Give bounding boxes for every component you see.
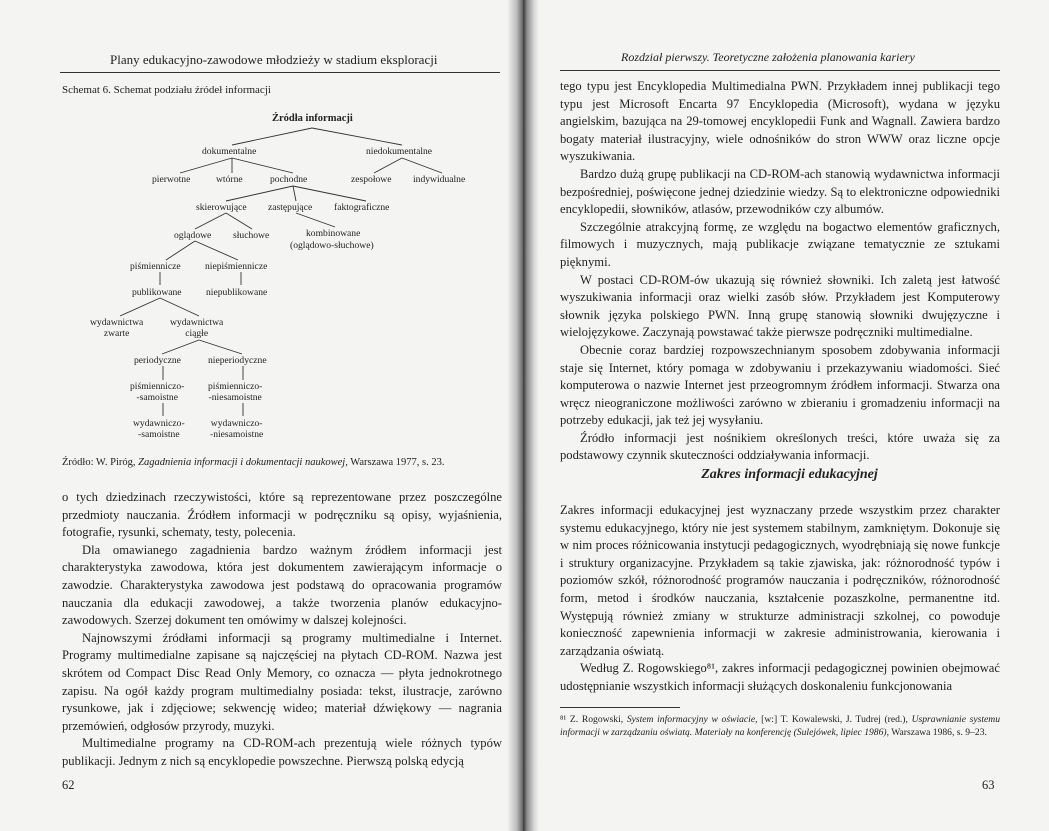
page-number-left: 62 xyxy=(62,778,75,792)
paragraph: Bardzo dużą grupę publikacji na CD-ROM-ach stanowią wydawnictwa informacji bezpośredniej, poświęcone jednej dziedzinie wiedzy. Są to elektroniczne odpowiedniki encyklopedii, słowników, atlasów, przewodników czy albumów. xyxy=(560,166,1000,217)
paragraph: tego typu jest Encyklopedia Multimedialna PWN. Przykładem innej publikacji tego typu jest Microsoft Encarta 97 Encyklopedia (Microsoft), wydana w języku angielskim, bazująca na 29-tomowej encyklopedii Funk and Wagnall. Zawiera bardzo bogaty materiał ilustracyjny, wiele odnośników do stron WWW oraz liczne opcje wyszukiwania. xyxy=(560,79,1000,164)
node-kombinowane: kombinowane xyxy=(306,228,361,239)
paragraph: Najnowszymi źródłami informacji są programy multimedialne i Internet. Programy multimedialne zapisane są najczęściej na płytach CD-ROM. Nazwa jest skrótem od Compact Disc Read Only Memory, co oznacza — płyta jednokrotnego zapisu. Na ogół każdy program multimedialny posiada: tekst, ilustracje, zarówno rysunkowe, jak i zdjęciowe; sekwencję wideo; materiał dźwiękowy — nagrania przemówień, odgłosów przyrody, muzyki. xyxy=(62,630,502,733)
footnote xyxy=(560,713,1000,739)
node-pismienniczo-samoistne-line2: -samoistne xyxy=(136,392,178,403)
section-body-text xyxy=(560,502,1000,696)
node-wydawniczo-samoistne xyxy=(133,418,185,440)
book-gutter xyxy=(507,0,539,831)
node-faktograficzne: faktograficzne xyxy=(334,202,390,213)
node-skierowujace: skierowujące xyxy=(196,202,247,213)
node-wydawnictwa-zwarte-line2: zwarte xyxy=(103,328,130,339)
paragraph: Zakres informacji edukacyjnej jest wyznaczany przede wszystkim przez charakter systemu edukacyjnego, który nie jest systemem stabilnym, zamkniętym. Dokonuje się w nim proces różnicowania instytucji pedagogicznych, wyodrębniają się nowe funkcje i struktury organizacyjne. Przykładem są takie zjawiska, jak: różnorodność typów i poziomów szkół, różnorodność programów nauczania i podręczników, różnorodność form, metod i środków nauczania, kształcenie pozaszkolne, permanentne itd. Występują również zmiany w strukturze administracji szkolnej, co powoduje konieczność zapewnienia informacji w zakresie administrowania, kierowania i zarządzania oświatą. xyxy=(560,503,1000,658)
node-wydawniczo-niesamoistne-line1: wydawniczo- xyxy=(210,418,263,429)
node-wydawniczo-niesamoistne-line2: -niesamoistne xyxy=(210,429,264,440)
right-body-text xyxy=(560,78,1000,465)
running-header-left: Plany edukacyjno-zawodowe młodzieży w stadium eksploracji xyxy=(110,52,438,67)
node-pismienniczo-niesamoistne-line1: piśmienniczo- xyxy=(208,381,263,392)
section-title: Zakres informacji edukacyjnej xyxy=(701,467,878,482)
node-kombinowane-sub: (oglądowo-słuchowe) xyxy=(290,240,374,251)
node-wydawnictwa-ciagle-line1: wydawnictwa xyxy=(170,317,224,328)
figure-source xyxy=(62,457,444,468)
source-suffix: , Warszawa 1977, s. 23. xyxy=(345,457,445,468)
paragraph: Dla omawianego zagadnienia bardzo ważnym źródłem informacji jest charakterystyka zawodowa, która jest dokumentem zawierającym informacje o zawodzie. Charakterystyka zawodowa jest podstawą do opracowania programów nauczania dla edukacji zawodowej, a także tworzenia planów edukacyjno-zawodowych. Szerzej dokument ten omówimy w dalszej kolejności. xyxy=(62,542,502,628)
paragraph: Źródło informacji jest nośnikiem określonych treści, które uważa się za podstawowy czynnik skuteczności oddziaływania informacji. xyxy=(560,430,1000,463)
header-rule xyxy=(560,70,1000,71)
node-niepublikowane: niepublikowane xyxy=(206,287,268,298)
node-pismienniczo-niesamoistne xyxy=(208,381,262,403)
node-wydawniczo-samoistne-line2: -samoistne xyxy=(138,429,180,440)
right-page xyxy=(530,0,1049,831)
node-pochodne: pochodne xyxy=(270,174,308,185)
node-dokumentalne: dokumentalne xyxy=(202,146,257,157)
left-body-text xyxy=(62,489,502,771)
node-zrodla-informacji: Źródła informacji xyxy=(272,113,353,124)
footnote-title: System informacyjny w oświacie xyxy=(626,714,756,725)
node-pismiennicze: piśmiennicze xyxy=(130,261,181,272)
node-periodyczne: periodyczne xyxy=(134,355,181,366)
node-indywidualne: indywidualne xyxy=(413,174,466,185)
node-pierwotne: pierwotne xyxy=(152,174,191,185)
footnote-part: , [w:] T. Kowalewski, J. Tudrej (red.), xyxy=(755,714,912,725)
node-publikowane: publikowane xyxy=(132,287,182,298)
node-zespolowe: zespołowe xyxy=(351,174,392,185)
node-wydawniczo-samoistne-line1: wydawniczo- xyxy=(133,418,185,429)
node-wtorne: wtórne xyxy=(216,174,243,185)
footnote-part: ⁸¹ Z. Rogowski, xyxy=(560,714,627,725)
paragraph: Obecnie coraz bardziej rozpowszechnianym sposobem zdobywania informacji staje się Internet, który pomaga w zdobywaniu i przekazywaniu wiadomości. Sieć komputerowa o nazwie Internet jest przeogromnym źródłem informacji. Stwarza ona wręcz nieograniczone możliwości zarówno w zbieraniu i gromadzeniu informacji na potrzeby edukacji, jak też jej wysyłaniu. xyxy=(560,342,1000,428)
node-pismienniczo-samoistne-line1: piśmienniczo- xyxy=(130,381,185,392)
node-wydawnictwa-zwarte-line1: wydawnictwa xyxy=(90,317,144,328)
node-nieperiodyczne: nieperiodyczne xyxy=(208,355,267,366)
paragraph: W postaci CD-ROM-ów ukazują się również słowniki. Ich zaletą jest łatwość wyszukiwania informacji oraz wielki zasób słów. Przykładem jest Komputerowy słownik języka polskiego PWN. Inną grupę stanowią słowniki dwujęzyczne i wielojęzykowe. Zaczynają powstawać także pierwsze podręczniki multimedialne. xyxy=(560,272,1000,340)
left-page xyxy=(0,0,518,831)
paragraph: Według Z. Rogowskiego⁸¹, zakres informacji pedagogicznej powinien obejmować udostępnianie wszystkich informacji służących doskonaleniu funkcjonowania xyxy=(560,661,1000,693)
paragraph: Multimedialne programy na CD-ROM-ach prezentują wiele różnych typów publikacji. Jednym z nich są encyklopedie powszechne. Pierwszą polską edycją xyxy=(62,736,502,768)
node-sluchowe: słuchowe xyxy=(233,230,270,241)
node-zastepujace: zastępujące xyxy=(268,202,313,213)
source-prefix: Źródło: W. Piróg, xyxy=(62,457,139,468)
page-number-right: 63 xyxy=(982,778,995,792)
node-wydawnictwa-ciagle xyxy=(170,317,223,339)
node-wydawniczo-niesamoistne xyxy=(210,418,263,440)
running-header-right: Rozdział pierwszy. Teoretyczne założenia planowania kariery xyxy=(621,50,915,64)
node-pismienniczo-samoistne xyxy=(130,381,184,403)
footnote-part: , Warszawa 1986, s. 9–23. xyxy=(886,727,987,738)
node-niedokumentalne: niedokumentalne xyxy=(366,146,433,157)
source-title: Zagadnienia informacji i dokumentacji naukowej xyxy=(138,457,346,468)
footnote-book-title: Usprawnianie systemu informacji w zarządzaniu oświatą. Materiały na konferencję (Sulejówek, lipiec 1986) xyxy=(560,714,1000,738)
node-ogladowe: oglądowe xyxy=(174,230,212,241)
paragraph: o tych dziedzinach rzeczywistości, które są reprezentowane przez poszczególne przedmioty nauczania. Źródłem informacji w podręczniku są opisy, wyjaśnienia, fotografie, rysunki, schematy, testy, polecenia. xyxy=(62,490,502,540)
node-wydawnictwa-ciagle-line2: ciągłe xyxy=(185,328,209,339)
paragraph: Szczególnie atrakcyjną formę, ze względu na bogactwo elementów graficznych, filmowych i muzycznych, mają publikacje związane tematycznie ze sztukami pięknymi. xyxy=(560,219,1000,269)
node-niepismiennicze: niepiśmiennicze xyxy=(205,261,268,272)
figure-caption: Schemat 6. Schemat podziału źródeł informacji xyxy=(62,84,271,96)
footnote-rule xyxy=(560,707,680,708)
node-wydawnictwa-zwarte xyxy=(90,317,143,339)
node-pismienniczo-niesamoistne-line2: -niesamoistne xyxy=(208,392,262,403)
